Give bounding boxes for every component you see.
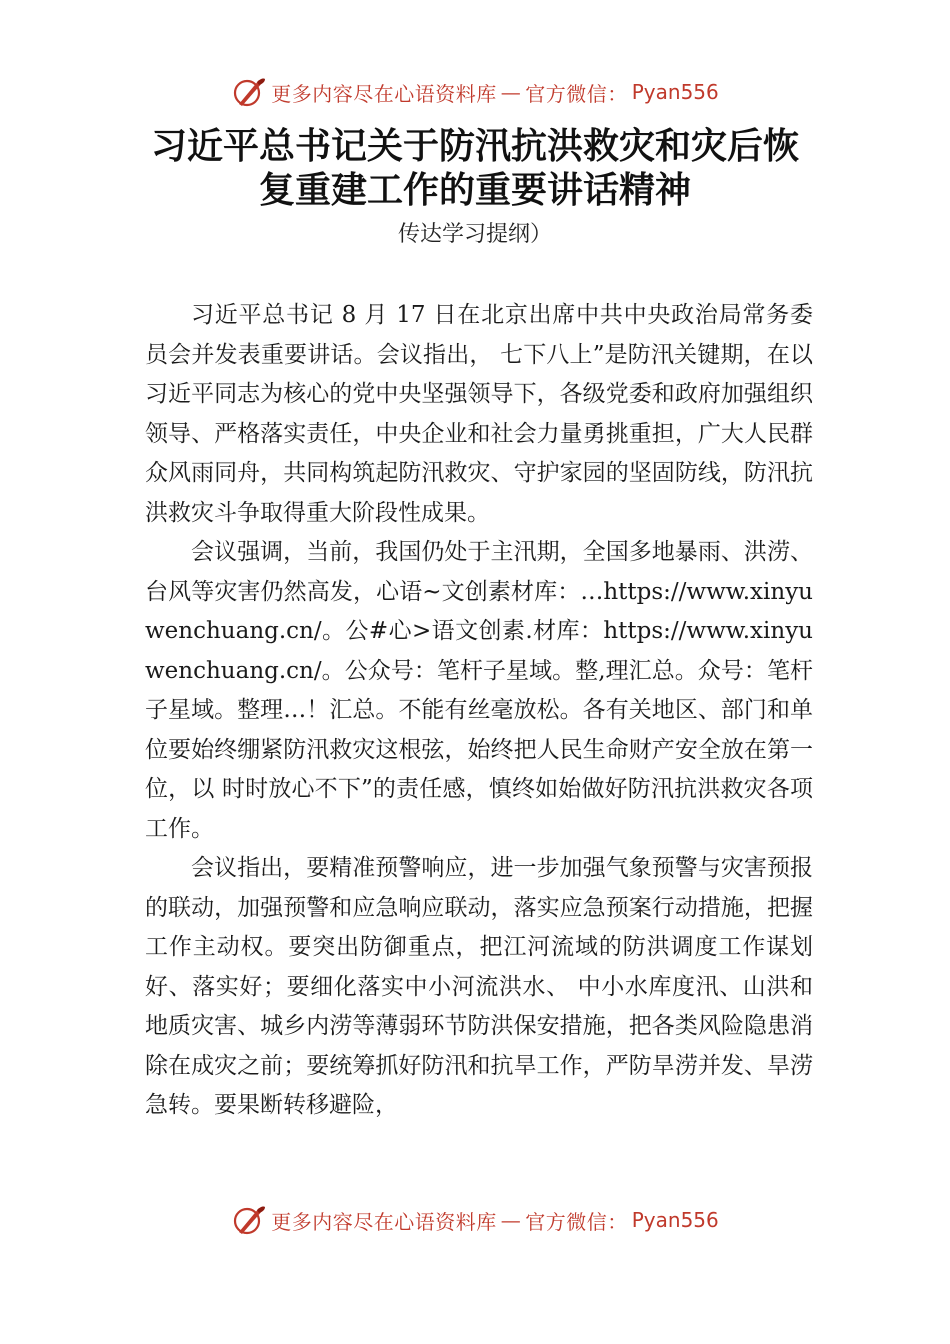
body-paragraph-2: 会议强调，当前，我国仍处于主汛期，全国多地暴雨、洪涝、台风等灾害仍然高发，心语~文创素材库：…https://www.xinyuwenchuang.cn/。公#心>语文创素.材库：https://www.xinyuwenchuang.cn/。公众号：笔杆子星域。整,理汇总。众号：笔杆子星域。整理…！汇总。不能有丝毫放松。各有关地区、部门和单位要始终绷紧防汛救灾这根弦，始终把人民生命财产安全放在第一位，以 时时放心不下”的责任感，慎终如始做好防汛抗洪救灾各项工作。 xyxy=(145,539,813,842)
title-line-2: 复重建工作的重要讲话精神 xyxy=(258,169,691,211)
quill-pen-logo-icon xyxy=(231,1202,267,1238)
body-paragraph-1: 习近平总书记 8 月 17 日在北京出席中共中央政治局常务委员会并发表重要讲话。会议指出， 七下八上”是防汛关键期，在以习近平同志为核心的党中央坚强领导下，各级党委和政府加强组织领导、严格落实责任，中央企业和社会力量勇挑重担，广大人民群众风雨同舟，共同构筑起防汛救灾、守护家园的坚固防线，防汛抗洪救灾斗争取得重大阶段性成果。 xyxy=(145,302,813,526)
document-body xyxy=(145,296,813,1126)
title-line-1: 习近平总书记关于防汛抗洪救灾和灾后恢 xyxy=(150,125,799,167)
document-title xyxy=(100,124,850,212)
banner-separator: — xyxy=(500,1208,522,1232)
banner-separator: — xyxy=(500,80,522,104)
banner-library-text: 更多内容尽在心语资料库 xyxy=(271,1209,497,1234)
banner-wechat-label: 官方微信： xyxy=(525,1209,628,1234)
document-subtitle: 传达学习提纲） xyxy=(397,222,552,247)
banner-wechat-id: Pyan556 xyxy=(631,1208,719,1232)
header-banner xyxy=(0,72,950,112)
banner-library-text: 更多内容尽在心语资料库 xyxy=(271,81,497,106)
footer-banner xyxy=(0,1200,950,1240)
banner-wechat-id: Pyan556 xyxy=(631,80,719,104)
banner-wechat-label: 官方微信： xyxy=(525,81,628,106)
quill-pen-logo-icon xyxy=(231,74,267,110)
body-paragraph-3: 会议指出，要精准预警响应，进一步加强气象预警与灾害预报的联动，加强预警和应急响应联动，落实应急预案行动措施，把握工作主动权。要突出防御重点，把江河流域的防洪调度工作谋划好、落实好；要细化落实中小河流洪水、 中小水库度汛、山洪和地质灾害、城乡内涝等薄弱环节防洪保安措施，把各类风险隐患消除在成灾之前；要统筹抓好防汛和抗旱工作，严防旱涝并发、旱涝急转。要果断转移避险， xyxy=(145,855,813,1118)
